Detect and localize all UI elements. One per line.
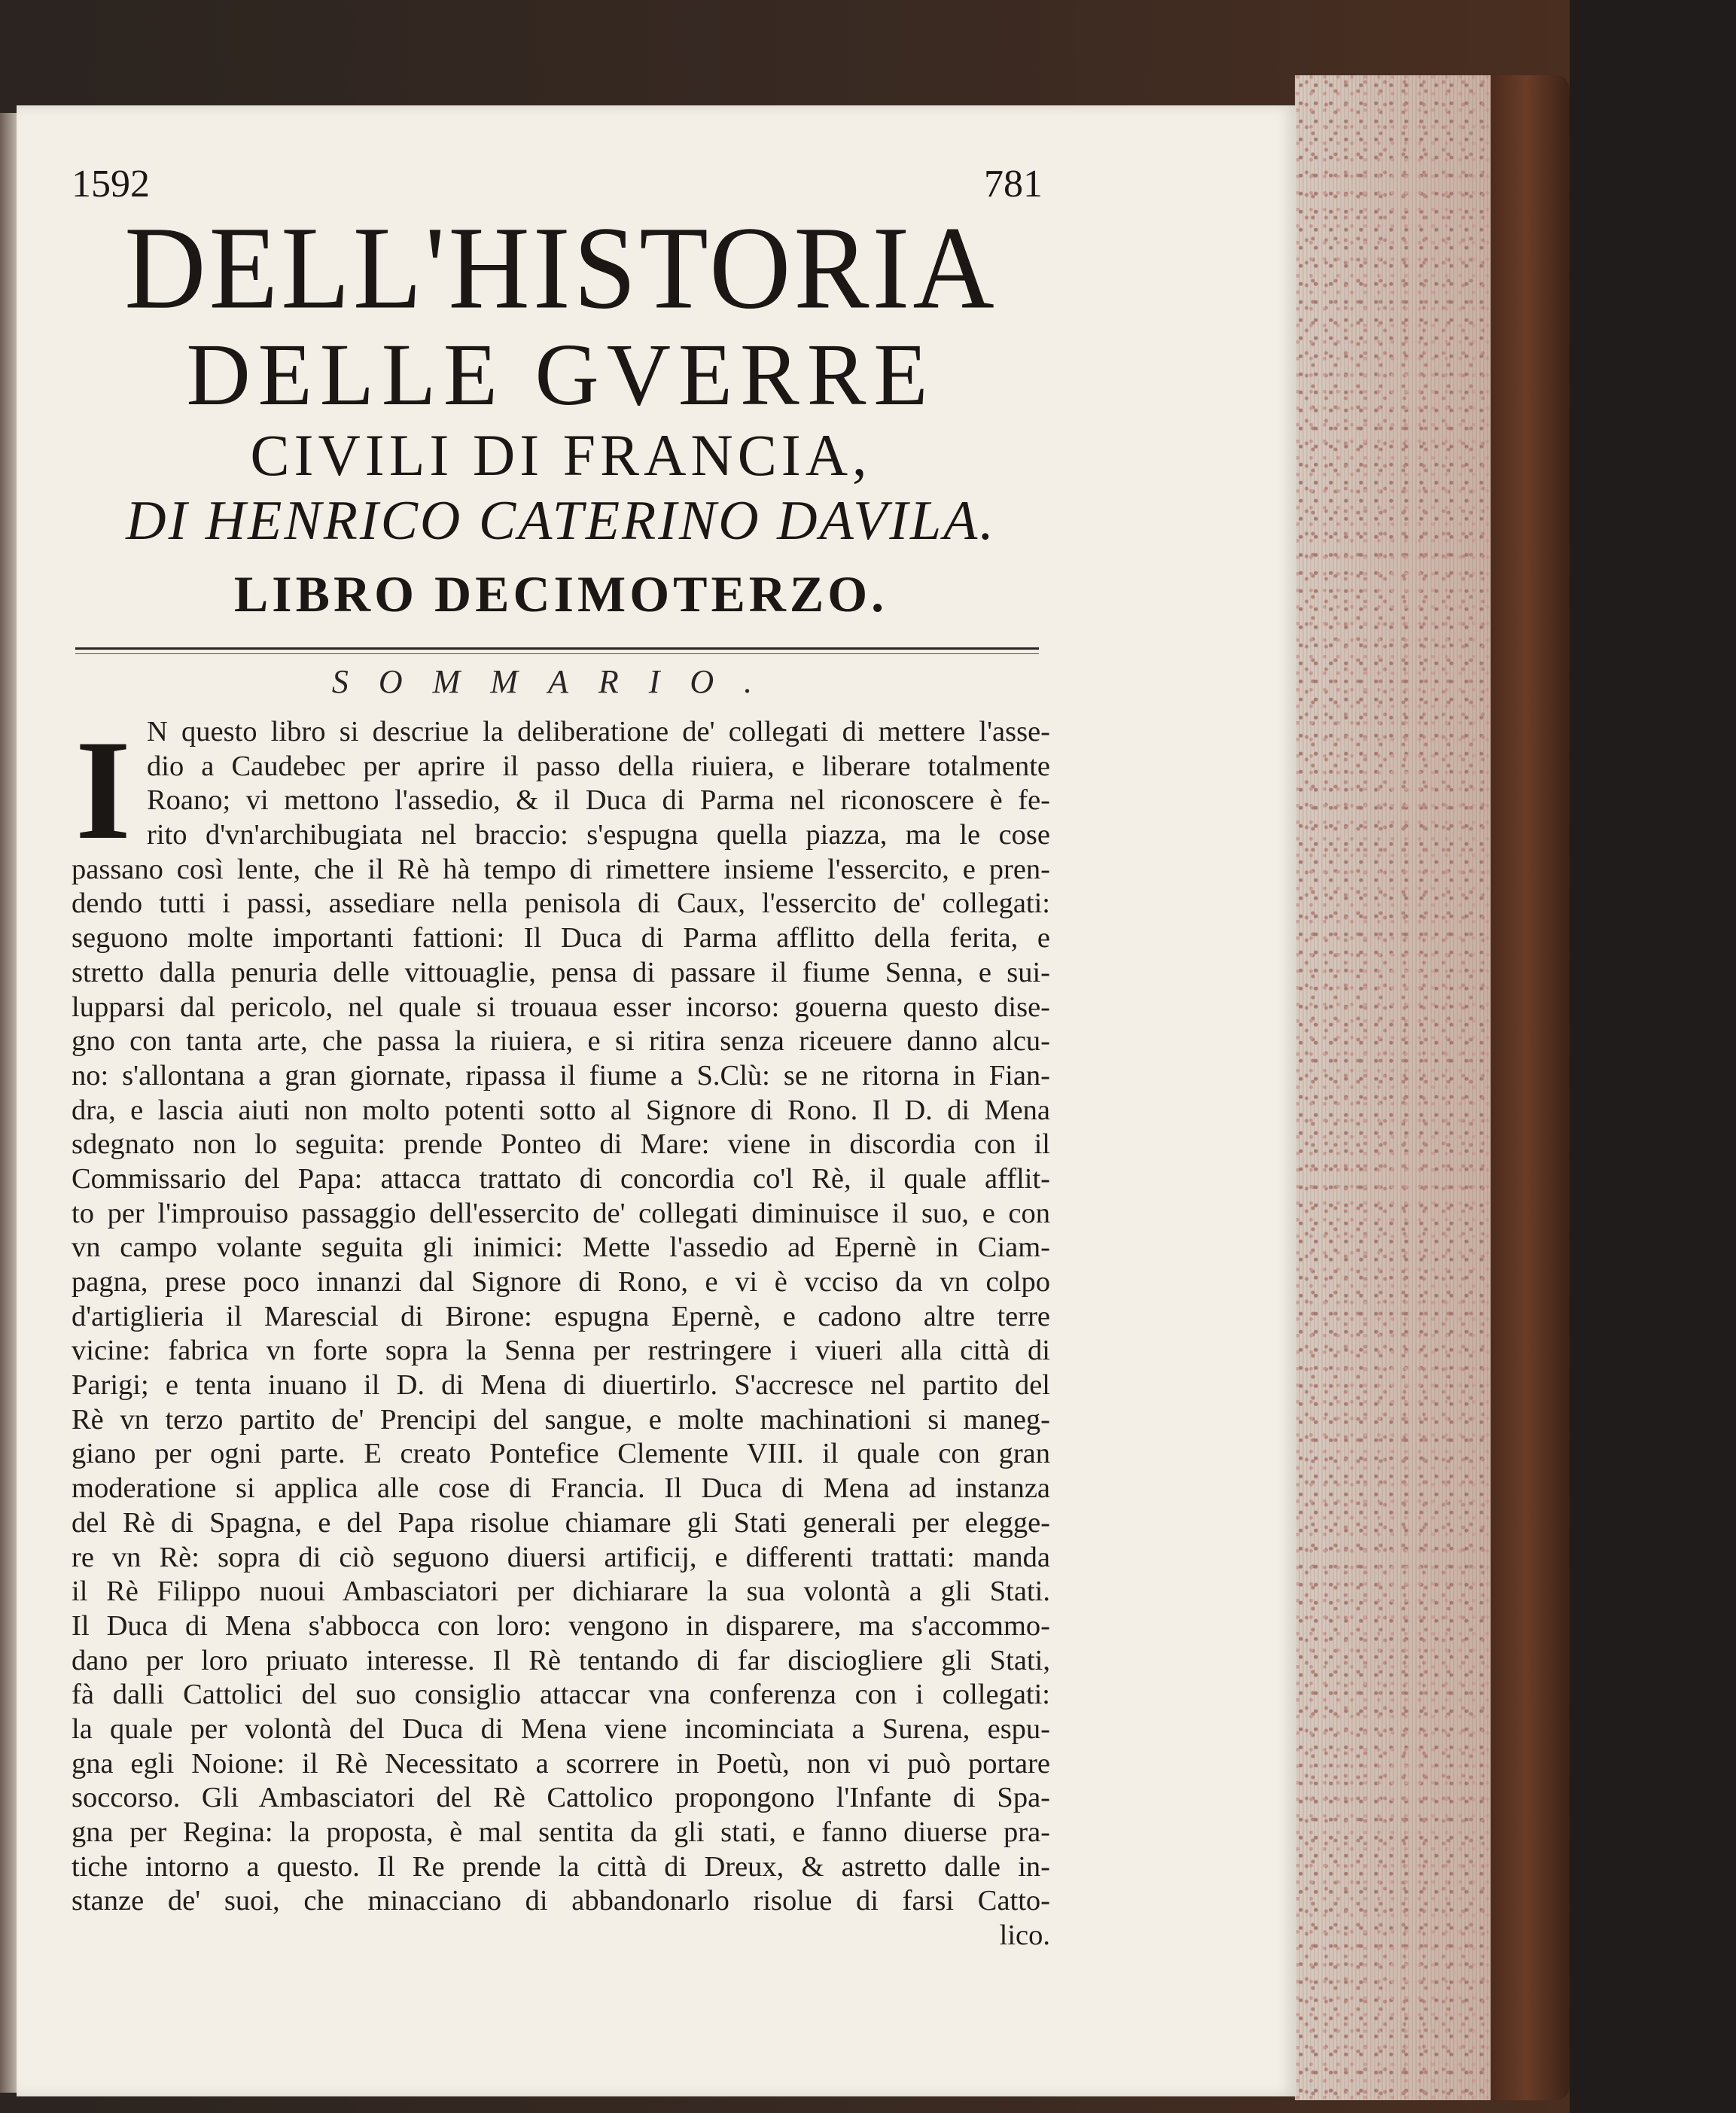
text-line: stretto dalla penuria delle vittouaglie, pensa di passare il fiume Senna, e sui- xyxy=(72,956,1050,988)
text-line: d'artiglieria il Marescial di Birone: espugna Epernè, e cadono altre terre xyxy=(72,1300,1050,1332)
title-line-4: DI HENRICO CATERINO DAVILA. xyxy=(126,490,996,552)
text-line: N questo libro si descriue la deliberatione de' collegati di mettere l'asse- xyxy=(147,716,1050,747)
text-line: Parigi; e tenta inuano il D. di Mena di diuertirlo. S'accresce nel partito del xyxy=(72,1369,1050,1402)
text-line: dra, e lascia aiuti non molto potenti sotto al Signore di Rono. Il D. di Mena xyxy=(72,1094,1050,1126)
text-line: stanze de' suoi, che minacciano di abbandonarlo risolue di farsi Catto- xyxy=(72,1885,1050,1917)
text-line: lupparsi dal pericolo, nel quale si trouaua esser incorso: gouerna questo dise- xyxy=(72,991,1050,1023)
divider-rule xyxy=(75,647,1039,650)
text-line: il Rè Filippo nuoui Ambasciatori per dichiarare la sua volontà a gli Stati. xyxy=(72,1576,1050,1608)
page-number: 781 xyxy=(984,163,1043,206)
text-line: lico. xyxy=(999,1920,1050,1952)
drop-cap: I xyxy=(75,711,131,869)
text-line: dendo tutti i passi, assediare nella penisola di Caux, l'essercito de' collegati: xyxy=(72,888,1050,920)
text-line: moderatione si applica alle cose di Francia. Il Duca di Mena ad instanza xyxy=(72,1472,1050,1505)
text-line: passano così lente, che il Rè hà tempo di rimettere insieme l'essercito, e pren- xyxy=(72,853,1050,885)
text-line: fà dalli Cattolici del suo consiglio attaccar vna conferenza con i collegati: xyxy=(72,1679,1050,1711)
text-line: dano per loro priuato interesse. Il Rè tentando di far disciogliere gli Stati, xyxy=(72,1644,1050,1676)
book-heading: LIBRO DECIMOTERZO. xyxy=(233,565,888,623)
text-line: seguono molte importanti fattioni: Il Duca di Parma afflitto della ferita, e xyxy=(72,922,1050,955)
text-line: re vn Rè: sopra di ciò seguono diuersi artificij, e differenti trattati: manda xyxy=(72,1541,1050,1573)
divider-rule-thin xyxy=(75,653,1039,654)
text-line: gna egli Noione: il Rè Necessitato a scorrere in Poetù, non vi può portare xyxy=(72,1747,1050,1780)
text-line: rito d'vn'archibugiata nel braccio: s'espugna quella piazza, ma le cose xyxy=(147,819,1050,851)
facing-page-sliver xyxy=(0,113,17,2093)
text-line: vn campo volante seguita gli inimici: Mette l'assedio ad Epernè in Ciam- xyxy=(72,1232,1050,1264)
text-line: giano per ogni parte. E creato Pontefice Clemente VIII. il quale con gran xyxy=(72,1438,1050,1470)
year-label: 1592 xyxy=(72,163,150,206)
text-line: la quale per volontà del Duca di Mena viene incominciata a Surena, espu- xyxy=(72,1713,1050,1745)
text-line: Rè vn terzo partito de' Prencipi del sangue, e molte machinationi si maneg- xyxy=(72,1403,1050,1436)
text-line: vicine: fabrica vn forte sopra la Senna per restringere i viueri alla città di xyxy=(72,1335,1050,1367)
text-line: no: s'allontana a gran giornate, ripassa il fiume a S.Clù: se ne ritorna in Fian- xyxy=(72,1059,1050,1092)
text-line: Roano; vi mettono l'assedio, & il Duca di Parma nel riconoscere è fe- xyxy=(147,784,1050,817)
text-line: Commissario del Papa: attacca trattato di concordia co'l Rè, il quale afflit- xyxy=(72,1162,1050,1195)
summary-text xyxy=(72,711,1050,1953)
text-line: del Rè di Spagna, e del Papa risolue chiamare gli Stati generali per elegge- xyxy=(72,1506,1050,1539)
title-line-1: DELL'HISTORIA xyxy=(124,202,997,334)
section-heading: SOMMARIO. xyxy=(331,663,783,700)
text-line: dio a Caudebec per aprire il passo della riuiera, e liberare totalmente xyxy=(147,750,1050,782)
text-line: sdegnato non lo seguita: prende Ponteo di Mare: viene in discordia con il xyxy=(72,1128,1050,1161)
text-line: pagna, prese poco innanzi dal Signore di Rono, e vi è vcciso da vn colpo xyxy=(72,1266,1050,1298)
text-line: tiche intorno a questo. Il Re prende la città di Dreux, & astretto dalle in- xyxy=(72,1850,1050,1883)
title-line-2: DELLE GVERRE xyxy=(186,325,936,424)
text-line: Il Duca di Mena s'abbocca con loro: vengono in dispareге, ma s'accommo- xyxy=(72,1609,1050,1642)
text-line: gno con tanta arte, che passa la riuiera, e si ritira senza riceuere danno alcu- xyxy=(72,1025,1050,1058)
page-block-edge xyxy=(1295,75,1491,2100)
text-line: gna per Regina: la proposta, è mal sentita da gli stati, e fanno diuerse pra- xyxy=(72,1816,1050,1848)
text-line: soccorso. Gli Ambasciatori del Rè Cattolico propongono l'Infante di Spa- xyxy=(72,1782,1050,1814)
text-line: to per l'improuiso passaggio dell'essercito de' collegati diminuisce il suo, e con xyxy=(72,1197,1050,1229)
leather-cover-edge xyxy=(1491,75,1570,2100)
title-line-3: CIVILI DI FRANCIA, xyxy=(250,422,872,488)
